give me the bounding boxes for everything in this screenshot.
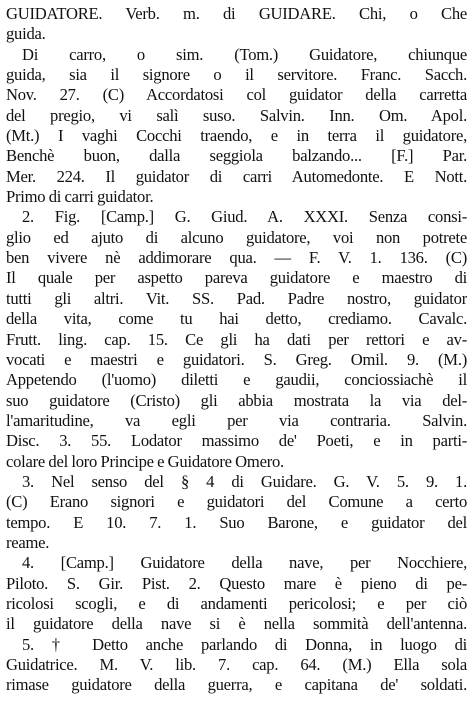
text-line: rimase guidatore della guerra, e capitana de' soldati. — [6, 675, 467, 695]
text-line: glio ed ajuto di alcuno guidatore, voi non potrete — [6, 227, 467, 247]
text-line: tempo. E 10. 7. 1. Suo Barone, e guidator del — [6, 512, 467, 532]
text-line: suo guidatore (Cristo) gli abbia mostrata la via del- — [6, 390, 467, 410]
text-line: Benchè buon, dalla seggiola balzando... [F.] Par. — [6, 146, 467, 166]
text-line: 3. Nel senso del § 4 di Guidare. G. V. 5. 9. 1. — [22, 471, 467, 491]
text-line: del pregio, vi salì suso. Salvin. Inn. Om. Apol. — [6, 105, 467, 125]
text-line: Guidatrice. M. V. lib. 7. cap. 64. (M.) Ella sola — [6, 655, 467, 674]
text-line: Nov. 27. (C) Accordatosi col guidator della carretta — [6, 85, 467, 105]
entry-body — [6, 4, 467, 696]
text-line: tutti gli altri. Vit. SS. Pad. Padre nostro, guidator — [6, 288, 467, 308]
text-line: colare del loro Principe e Guidatore Omero. — [6, 451, 284, 471]
text-line: (Mt.) I vaghi Cocchi traendo, e in terra il guidatore, — [6, 126, 467, 146]
text-line: guida. — [6, 24, 46, 44]
text-line: (C) Erano signori e guidatori del Comune a certo — [6, 492, 467, 512]
text-line: Primo di carri guidator. — [6, 187, 154, 207]
text-line: vocati e maestri e guidatori. S. Greg. Omil. 9. (M.) — [6, 349, 467, 369]
text-line: Frutt. ling. cap. 15. Ce gli ha dati per rettori e av- — [6, 329, 467, 349]
text-line: guida, sia il signore o il servitore. Franc. Sacch. — [6, 65, 467, 85]
text-line: 4. [Camp.] Guidatore della nave, per Nocchiere, — [22, 553, 467, 573]
text-line: Di carro, o sim. (Tom.) Guidatore, chiunque — [22, 44, 467, 64]
text-line: Il quale per aspetto pareva guidatore e maestro di — [6, 268, 467, 288]
text-line: GUIDATORE. Verb. m. di GUIDARE. Chi, o Che — [6, 4, 467, 23]
text-line: 2. Fig. [Camp.] G. Giud. A. XXXI. Senza consi- — [22, 207, 467, 227]
text-line: il guidatore della nave si è nella sommità dell'antenna. — [6, 614, 467, 634]
text-line: Appetendo (l'uomo) diletti e gaudii, conciossiachè il — [6, 370, 467, 390]
text-line: reame. — [6, 532, 50, 552]
text-line: Disc. 3. 55. Lodator massimo de' Poeti, e in parti- — [6, 431, 467, 451]
text-line: l'amaritudine, va egli per via contraria. Salvin. — [6, 410, 467, 430]
text-line: 5. † Detto anche parlando di Donna, in luogo di — [22, 634, 467, 654]
text-line: Piloto. S. Gir. Pist. 2. Questo mare è pieno di pe- — [6, 573, 467, 593]
text-line: ben vivere nè addimorare qua. — F. V. 1. 136. (C) — [6, 248, 467, 268]
text-line: ricolosi scogli, e di andamenti pericolosi; e per ciò — [6, 593, 467, 613]
text-line: Mer. 224. Il guidator di carri Automedonte. E Nott. — [6, 166, 467, 186]
text-line: della vita, come tu hai detto, crediamo. Cavalc. — [6, 309, 467, 329]
